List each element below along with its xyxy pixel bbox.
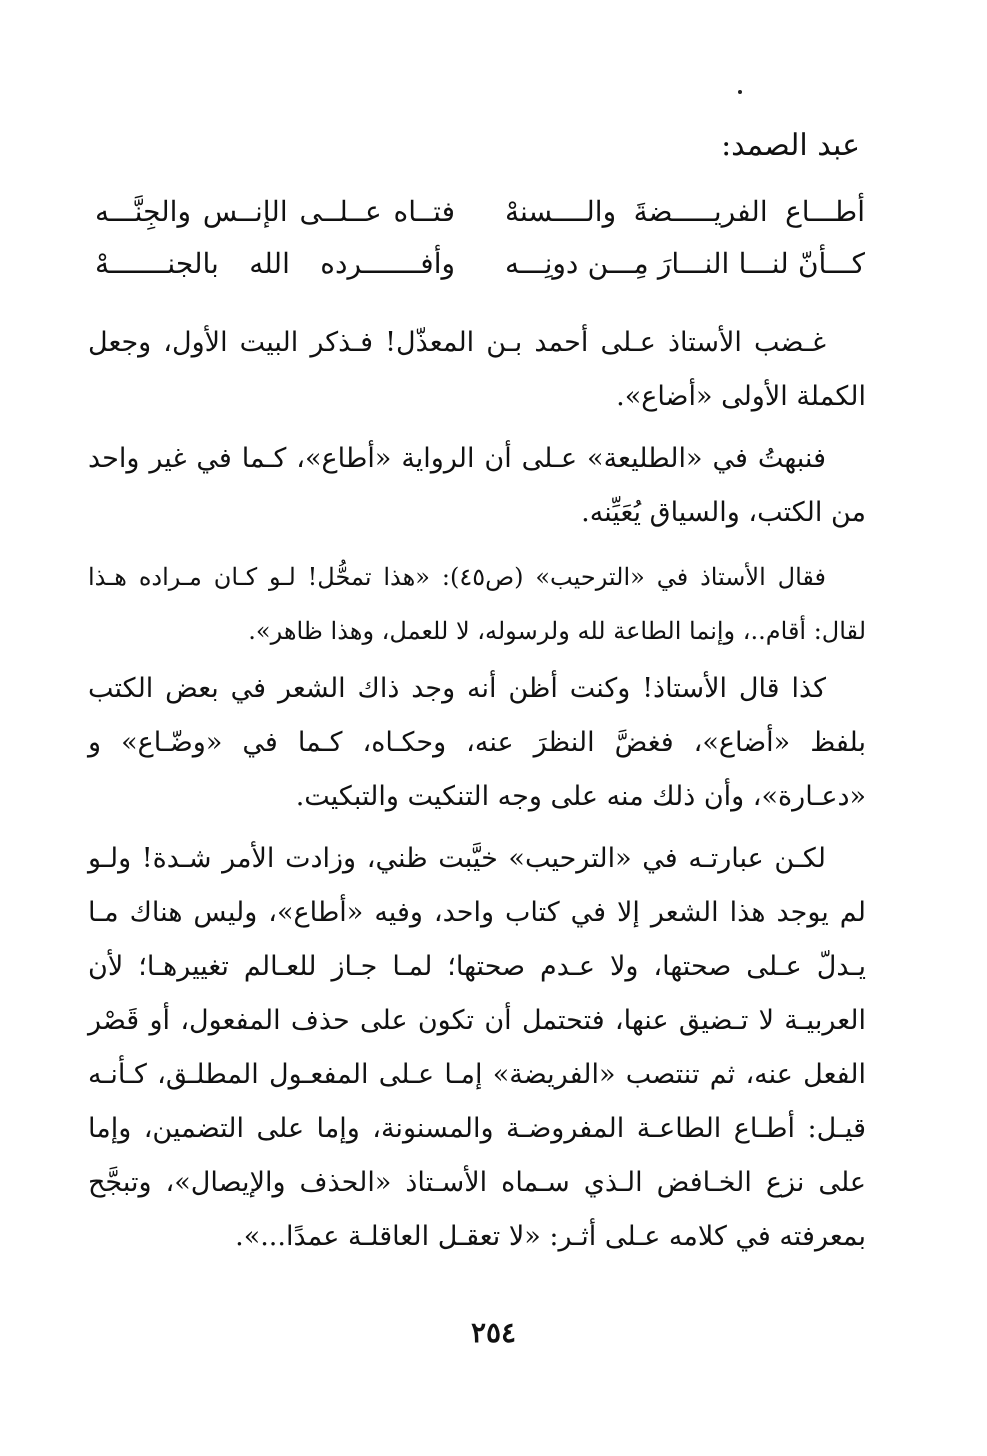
page-number: ٢٥٤: [470, 1316, 517, 1349]
verse-2-first-hemistich: كـــأنّ لنـــا النـــارَ مِـــن دونِـــه: [505, 247, 865, 280]
paragraph-2: فنبهتُ في «الطليعة» عـلى أن الرواية «أطاع»، كـما في غير واحد من الكتب، والسياق يُعَيِّنه.: [88, 443, 866, 528]
paragraph-5: لكـن عبارتـه في «الترحيب» خيَّبت ظني، وزادت الأمر شـدة! ولـو لم يوجد هذا الشعر إلا في كتاب واحد، وفيه «أطاع»، وليس هناك مـا يـدلّ عـلى صحتها، ولا عـدم صحتها؛ لمـا جـاز للعـالم تغييرهـا؛ لأن العربيـة لا تـضيق عنها، فتحتمل أن تكون على حذف المفعول، أو قَصْر الفعل عنه، ثم تنتصب «الفريضة» إمـا عـلى المفعـول المطلـق، كـأنـه قيـل: أطـاع الطاعـة المفروضـة والمسنونة، وإما على التضمين، وإما على نزع الخـافض الـذي سـماه الأسـتاذ «الحذف والإيصال»، وتبجَّح بمعرفته في كلامه عـلى أثـر: «لا تعقـل العاقلـة عمدًا...».: [88, 843, 866, 1252]
paragraph-4: كذا قال الأستاذ! وكنت أظن أنه وجد ذاك الشعر في بعض الكتب بلفظ «أضاع»، فغضَّ النظرَ عنه، وحكـاه، كـما في «وضّـاع» و «دعـارة»، وأن ذلك منه على وجه التنكيت والتبكيت.: [88, 673, 866, 812]
paragraph-1: غـضب الأستاذ عـلى أحمد بـن المعذّل! فـذكر البيت الأول، وجعل الكملة الأولى «أضاع».: [88, 327, 866, 412]
speaker-heading: عبد الصمد:: [721, 128, 860, 163]
verse-line-1: [95, 188, 865, 236]
verse-line-2: [95, 240, 865, 288]
paragraph-3-quote: فقال الأستاذ في «الترحيب» (ص٤٥): «هذا تمحُّل! لـو كـان مـراده هـذا لقال: أقام..، وإنما الطاعة لله ولرسوله، لا للعمل، وهذا ظاهر».: [88, 563, 866, 645]
stray-dot-mark: [738, 90, 742, 94]
verse-2-second-hemistich: وأفـــــــرده الله بالجنـــــــهْ: [95, 247, 455, 280]
verse-1-first-hemistich: أطـــاع الفريـــــضةَ والــــسنهْ: [505, 195, 865, 228]
verse-1-second-hemistich: فتــاه عــلــى الإنــس والجِنَّـــه: [95, 195, 455, 228]
